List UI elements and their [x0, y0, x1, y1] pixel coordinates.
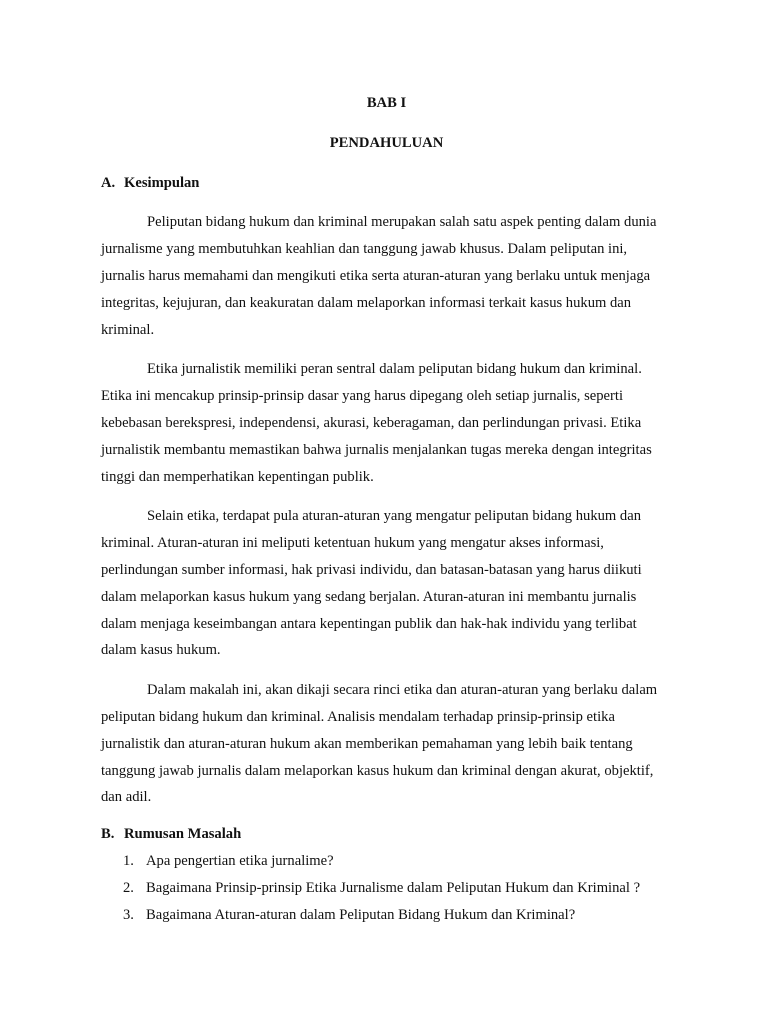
paragraph-2: Etika jurnalistik memiliki peran sentral dalam peliputan bidang hukum dan kriminal. Etika ini mencakup prinsip-prinsip dasar yang harus dipegang oleh setiap jurnalis, seperti kebebasan berekspresi, independensi, akurasi, keberagaman, dan perlindungan privasi. Etika jurnalistik membantu memastikan bahwa jurnalis menjalankan tugas mereka dengan integritas tinggi dan memperhatikan kepentingan publik.: [101, 361, 652, 485]
section-a-title: Kesimpulan: [124, 174, 200, 191]
section-a-letter: A.: [101, 174, 116, 191]
chapter-title: PENDAHULUAN: [329, 134, 444, 151]
section-b-letter: B.: [101, 826, 115, 843]
document-content: [101, 90, 672, 928]
list-item: [101, 848, 672, 875]
list-item-text: Bagaimana Prinsip-prinsip Etika Jurnalisme dalam Peliputan Hukum dan Kriminal ?: [146, 879, 641, 896]
problem-list: [101, 848, 672, 928]
list-item-number: 3.: [123, 906, 134, 923]
section-b-title: Rumusan Masalah: [124, 826, 242, 843]
chapter-number: BAB I: [366, 95, 407, 111]
paragraph-3: Selain etika, terdapat pula aturan-aturan yang mengatur peliputan bidang hukum dan kriminal. Aturan-aturan ini meliputi ketentuan hukum yang mengatur akses informasi, perlindungan sumber informasi, hak privasi individu, dan batasan-batasan yang harus diikuti dalam melaporkan kasus hukum yang sedang berjalan. Aturan-aturan ini membantu jurnalis dalam menjaga keseimbangan antara kepentingan publik dan hak-hak individu yang terlibat dalam kasus hukum.: [101, 508, 642, 659]
list-item-number: 1.: [123, 852, 134, 869]
section-b-heading: [101, 821, 672, 848]
list-item: [101, 902, 672, 929]
list-item: [101, 875, 672, 902]
paragraph-4: Dalam makalah ini, akan dikaji secara rinci etika dan aturan-aturan yang berlaku dalam peliputan bidang hukum dan kriminal. Analisis mendalam terhadap prinsip-prinsip etika jurnalistik dan aturan-aturan hukum akan memberikan pemahaman yang lebih baik tentang tanggung jawab jurnalis dalam melaporkan kasus hukum dan kriminal dengan akurat, objektif, dan adil.: [101, 682, 658, 806]
list-item-text: Bagaimana Aturan-aturan dalam Peliputan Bidang Hukum dan Kriminal?: [146, 906, 576, 923]
list-item-number: 2.: [123, 879, 134, 896]
paragraph-1: Peliputan bidang hukum dan kriminal merupakan salah satu aspek penting dalam dunia jurnalisme yang membutuhkan keahlian dan tanggung jawab khusus. Dalam peliputan ini, jurnalis harus memahami dan mengikuti etika serta aturan-aturan yang berlaku untuk menjaga integritas, kejujuran, dan keakuratan dalam melaporkan informasi terkait kasus hukum dan kriminal.: [101, 214, 657, 338]
list-item-text: Apa pengertian etika jurnalime?: [146, 852, 334, 869]
section-a-heading: [101, 170, 672, 197]
